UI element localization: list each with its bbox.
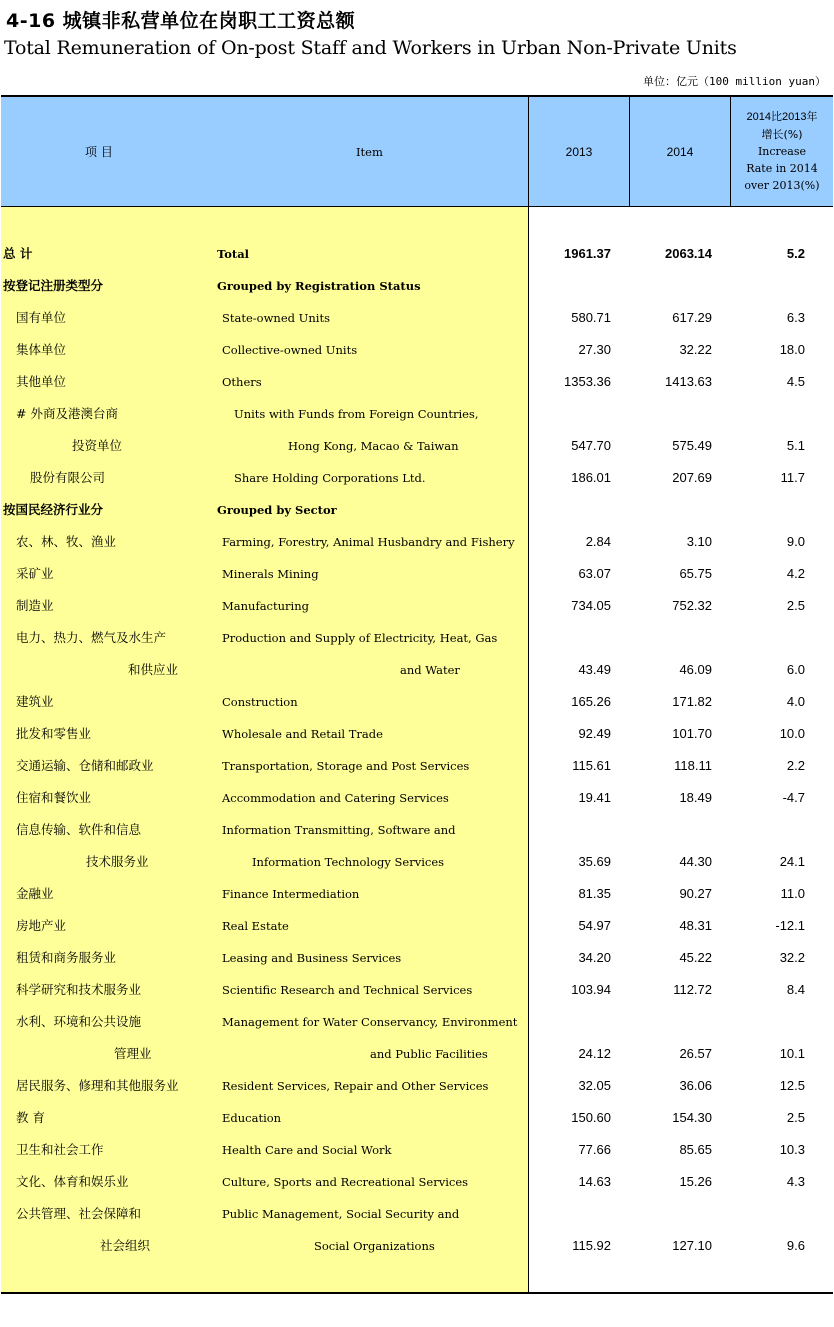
header-rate-line5: over 2013(%) xyxy=(744,179,820,192)
value-2013: 115.92 xyxy=(572,1238,611,1253)
value-2014: 118.11 xyxy=(674,758,712,773)
value-2014: 15.26 xyxy=(679,1174,712,1189)
value-2014: 36.06 xyxy=(679,1078,712,1093)
value-2014: 44.30 xyxy=(679,854,712,869)
value-rate xyxy=(731,277,805,295)
value-rate xyxy=(731,1013,805,1031)
value-2014: 617.29 xyxy=(672,310,712,325)
row-label-en: Real Estate xyxy=(222,919,289,933)
row-label-cn: 总 计 xyxy=(3,246,33,261)
value-rate: 11.7 xyxy=(780,470,805,485)
value-2013: 27.30 xyxy=(578,342,611,357)
row-label-cn: 居民服务、修理和其他服务业 xyxy=(16,1078,179,1093)
row-label-en: Public Management, Social Security and xyxy=(222,1207,460,1221)
row-label-en: Management for Water Conservancy, Environment xyxy=(222,1015,518,1029)
value-2014: 101.70 xyxy=(672,726,712,741)
row-label-cn: 电力、热力、燃气及水生产 xyxy=(16,630,167,645)
value-2014 xyxy=(630,277,712,295)
value-2013 xyxy=(529,629,611,647)
row-label-cn: 教 育 xyxy=(16,1110,45,1125)
row-label-cn: 和供应业 xyxy=(128,662,179,677)
row-label-cn: 建筑业 xyxy=(16,694,54,709)
table-top-rule xyxy=(1,95,833,97)
row-label-en: Collective-owned Units xyxy=(222,343,358,357)
value-2014 xyxy=(630,1013,712,1031)
header-2013: 2013 xyxy=(529,96,629,207)
value-rate: 9.6 xyxy=(786,1238,805,1253)
value-2013: 63.07 xyxy=(578,566,611,581)
row-label-en: Units with Funds from Foreign Countries, xyxy=(234,407,479,421)
row-label-en: Production and Supply of Electricity, Heat, Gas xyxy=(222,631,498,645)
column-divider xyxy=(730,97,731,207)
row-label-cn: 批发和零售业 xyxy=(16,726,92,741)
value-rate xyxy=(731,1205,805,1223)
value-2013: 34.20 xyxy=(578,950,611,965)
row-label-en: Construction xyxy=(222,695,298,709)
value-rate: 9.0 xyxy=(786,534,805,549)
value-2013: 115.61 xyxy=(572,758,611,773)
value-rate xyxy=(731,821,805,839)
row-label-cn: 卫生和社会工作 xyxy=(16,1142,104,1157)
row-label-en: and Water xyxy=(400,663,460,677)
value-2013 xyxy=(529,1013,611,1031)
value-2013 xyxy=(529,821,611,839)
value-2014: 65.75 xyxy=(679,566,712,581)
value-2013: 24.12 xyxy=(578,1046,611,1061)
column-divider xyxy=(629,97,630,207)
value-rate: 10.1 xyxy=(779,1046,805,1061)
row-label-en: Hong Kong, Macao & Taiwan xyxy=(288,439,459,453)
value-2014: 2063.14 xyxy=(665,246,712,261)
value-rate: 12.5 xyxy=(779,1078,805,1093)
value-rate: 18.0 xyxy=(779,342,805,357)
row-label-en: Grouped by Sector xyxy=(217,503,337,517)
row-label-cn: 交通运输、仓储和邮政业 xyxy=(16,758,154,773)
value-rate: 2.5 xyxy=(786,598,805,613)
value-2013: 54.97 xyxy=(578,918,611,933)
value-2013: 734.05 xyxy=(571,598,611,613)
row-label-en: Resident Services, Repair and Other Services xyxy=(222,1079,489,1093)
row-label-cn: 股份有限公司 xyxy=(30,470,106,485)
value-2013: 32.05 xyxy=(578,1078,611,1093)
value-2014: 112.72 xyxy=(673,982,712,997)
header-rate-line4: Rate in 2014 xyxy=(746,162,818,175)
value-rate: 5.2 xyxy=(786,246,805,261)
row-label-en: Transportation, Storage and Post Services xyxy=(222,759,470,773)
value-2014: 32.22 xyxy=(679,342,712,357)
row-label-en: Scientific Research and Technical Services xyxy=(222,983,473,997)
row-label-en: Health Care and Social Work xyxy=(222,1143,392,1157)
row-label-en: Finance Intermediation xyxy=(222,887,360,901)
row-label-en: Grouped by Registration Status xyxy=(217,279,421,293)
header-rate-line1: 2014比2013年 xyxy=(746,111,818,123)
value-2013: 1961.37 xyxy=(564,246,611,261)
row-label-en: Minerals Mining xyxy=(222,567,319,581)
value-2013: 92.49 xyxy=(578,726,611,741)
value-rate: 24.1 xyxy=(779,854,805,869)
value-2014: 46.09 xyxy=(679,662,712,677)
table-title-cn: 4-16 城镇非私营单位在岗职工工资总额 xyxy=(6,10,356,32)
value-rate xyxy=(731,629,805,647)
value-2014: 45.22 xyxy=(679,950,712,965)
row-label-cn: 信息传输、软件和信息 xyxy=(16,822,142,837)
row-label-cn: 按登记注册类型分 xyxy=(3,278,104,293)
value-2014: 752.32 xyxy=(672,598,712,613)
row-label-cn: 制造业 xyxy=(16,598,54,613)
header-rate-line3: Increase xyxy=(757,145,807,158)
value-2014: 154.30 xyxy=(672,1110,712,1125)
row-label-cn: 其他单位 xyxy=(16,374,67,389)
value-2014 xyxy=(630,629,712,647)
value-2014: 1413.63 xyxy=(665,374,712,389)
row-label-en: and Public Facilities xyxy=(370,1047,488,1061)
row-label-cn: 集体单位 xyxy=(16,342,67,357)
value-2014 xyxy=(630,1205,712,1223)
value-2013: 165.26 xyxy=(571,694,611,709)
value-rate: 10.0 xyxy=(779,726,805,741)
value-2014: 18.49 xyxy=(679,790,712,805)
row-label-en: Accommodation and Catering Services xyxy=(222,791,449,805)
value-rate xyxy=(731,501,805,519)
value-2014: 48.31 xyxy=(679,918,712,933)
value-2014: 90.27 xyxy=(679,886,712,901)
row-label-cn: 水利、环境和公共设施 xyxy=(16,1014,142,1029)
value-2013: 186.01 xyxy=(571,470,611,485)
value-rate: 6.0 xyxy=(786,662,805,677)
row-label-en: Education xyxy=(222,1111,282,1125)
row-label-cn: 社会组织 xyxy=(100,1238,151,1253)
value-2013: 35.69 xyxy=(578,854,611,869)
row-label-cn: 住宿和餐饮业 xyxy=(16,790,92,805)
value-2013: 547.70 xyxy=(571,438,611,453)
row-label-en: Wholesale and Retail Trade xyxy=(222,727,383,741)
row-label-cn: 房地产业 xyxy=(16,918,67,933)
value-2013 xyxy=(529,405,611,423)
value-rate: 32.2 xyxy=(779,950,805,965)
row-label-cn: 按国民经济行业分 xyxy=(3,502,104,517)
value-rate: 10.3 xyxy=(779,1142,805,1157)
row-label-en: Social Organizations xyxy=(314,1239,435,1253)
value-rate xyxy=(731,405,805,423)
value-2014: 171.82 xyxy=(672,694,712,709)
value-2014: 127.10 xyxy=(672,1238,712,1253)
item-column-background xyxy=(1,207,528,1292)
row-label-en: Culture, Sports and Recreational Services xyxy=(222,1175,469,1189)
value-2014 xyxy=(630,821,712,839)
header-rate xyxy=(731,96,833,207)
value-2013: 14.63 xyxy=(578,1174,611,1189)
value-2013: 1353.36 xyxy=(564,374,611,389)
value-rate: 6.3 xyxy=(786,310,805,325)
header-rate-line2: 增长(%) xyxy=(761,128,803,141)
value-2013 xyxy=(529,501,611,519)
value-2014: 207.69 xyxy=(672,470,712,485)
row-label-cn: 公共管理、社会保障和 xyxy=(16,1206,142,1221)
value-2013: 580.71 xyxy=(571,310,611,325)
value-2013: 77.66 xyxy=(578,1142,611,1157)
value-2014 xyxy=(630,405,712,423)
value-2014: 3.10 xyxy=(686,534,712,549)
value-2014 xyxy=(630,501,712,519)
value-rate: -12.1 xyxy=(775,918,805,933)
row-label-cn: 投资单位 xyxy=(72,438,123,453)
row-label-cn: 金融业 xyxy=(16,886,54,901)
value-rate: 8.4 xyxy=(786,982,805,997)
row-label-en: Leasing and Business Services xyxy=(222,951,402,965)
value-2013 xyxy=(529,277,611,295)
value-2014: 85.65 xyxy=(679,1142,712,1157)
value-rate: 5.1 xyxy=(786,438,805,453)
row-label-en: Manufacturing xyxy=(222,599,309,613)
row-label-cn: 租赁和商务服务业 xyxy=(16,950,117,965)
value-rate: 2.2 xyxy=(786,758,805,773)
value-2013: 103.94 xyxy=(571,982,611,997)
value-rate: 4.3 xyxy=(786,1174,805,1189)
value-2013: 81.35 xyxy=(578,886,611,901)
header-item-en: Item xyxy=(356,144,383,159)
value-2014: 575.49 xyxy=(672,438,712,453)
value-2013: 2.84 xyxy=(585,534,611,549)
row-label-cn: 科学研究和技术服务业 xyxy=(16,982,142,997)
row-label-cn: # 外商及港澳台商 xyxy=(16,406,118,421)
row-label-cn: 管理业 xyxy=(114,1046,152,1061)
row-label-en: Total xyxy=(217,247,250,261)
row-label-en: State-owned Units xyxy=(222,311,330,325)
value-2013: 43.49 xyxy=(578,662,611,677)
header-bottom-rule xyxy=(1,206,833,207)
row-label-en: Information Transmitting, Software and xyxy=(222,823,456,837)
row-label-en: Share Holding Corporations Ltd. xyxy=(234,471,426,485)
row-label-cn: 技术服务业 xyxy=(86,854,149,869)
header-item-cn: 项 目 xyxy=(85,145,113,159)
row-label-cn: 采矿业 xyxy=(16,566,54,581)
row-label-en: Others xyxy=(222,375,262,389)
value-2013: 150.60 xyxy=(571,1110,611,1125)
value-rate: 4.2 xyxy=(786,566,805,581)
value-rate: 4.0 xyxy=(786,694,805,709)
row-label-cn: 文化、体育和娱乐业 xyxy=(16,1174,129,1189)
row-label-en: Information Technology Services xyxy=(252,855,445,869)
unit-label: 单位：亿元（100 million yuan） xyxy=(643,75,826,88)
row-label-cn: 农、林、牧、渔业 xyxy=(16,534,117,549)
value-rate: 2.5 xyxy=(786,1110,805,1125)
row-label-cn: 国有单位 xyxy=(16,310,67,325)
value-2014: 26.57 xyxy=(679,1046,712,1061)
header-item xyxy=(1,96,528,207)
value-rate: 4.5 xyxy=(786,374,805,389)
value-2013 xyxy=(529,1205,611,1223)
table-title-en: Total Remuneration of On-post Staff and Workers in Urban Non-Private Units xyxy=(4,37,737,59)
value-rate: 11.0 xyxy=(780,886,805,901)
value-2013: 19.41 xyxy=(578,790,611,805)
row-label-en: Farming, Forestry, Animal Husbandry and Fishery xyxy=(222,535,515,549)
table-bottom-rule xyxy=(1,1292,833,1294)
value-rate: -4.7 xyxy=(782,790,805,805)
header-2014: 2014 xyxy=(630,96,730,207)
